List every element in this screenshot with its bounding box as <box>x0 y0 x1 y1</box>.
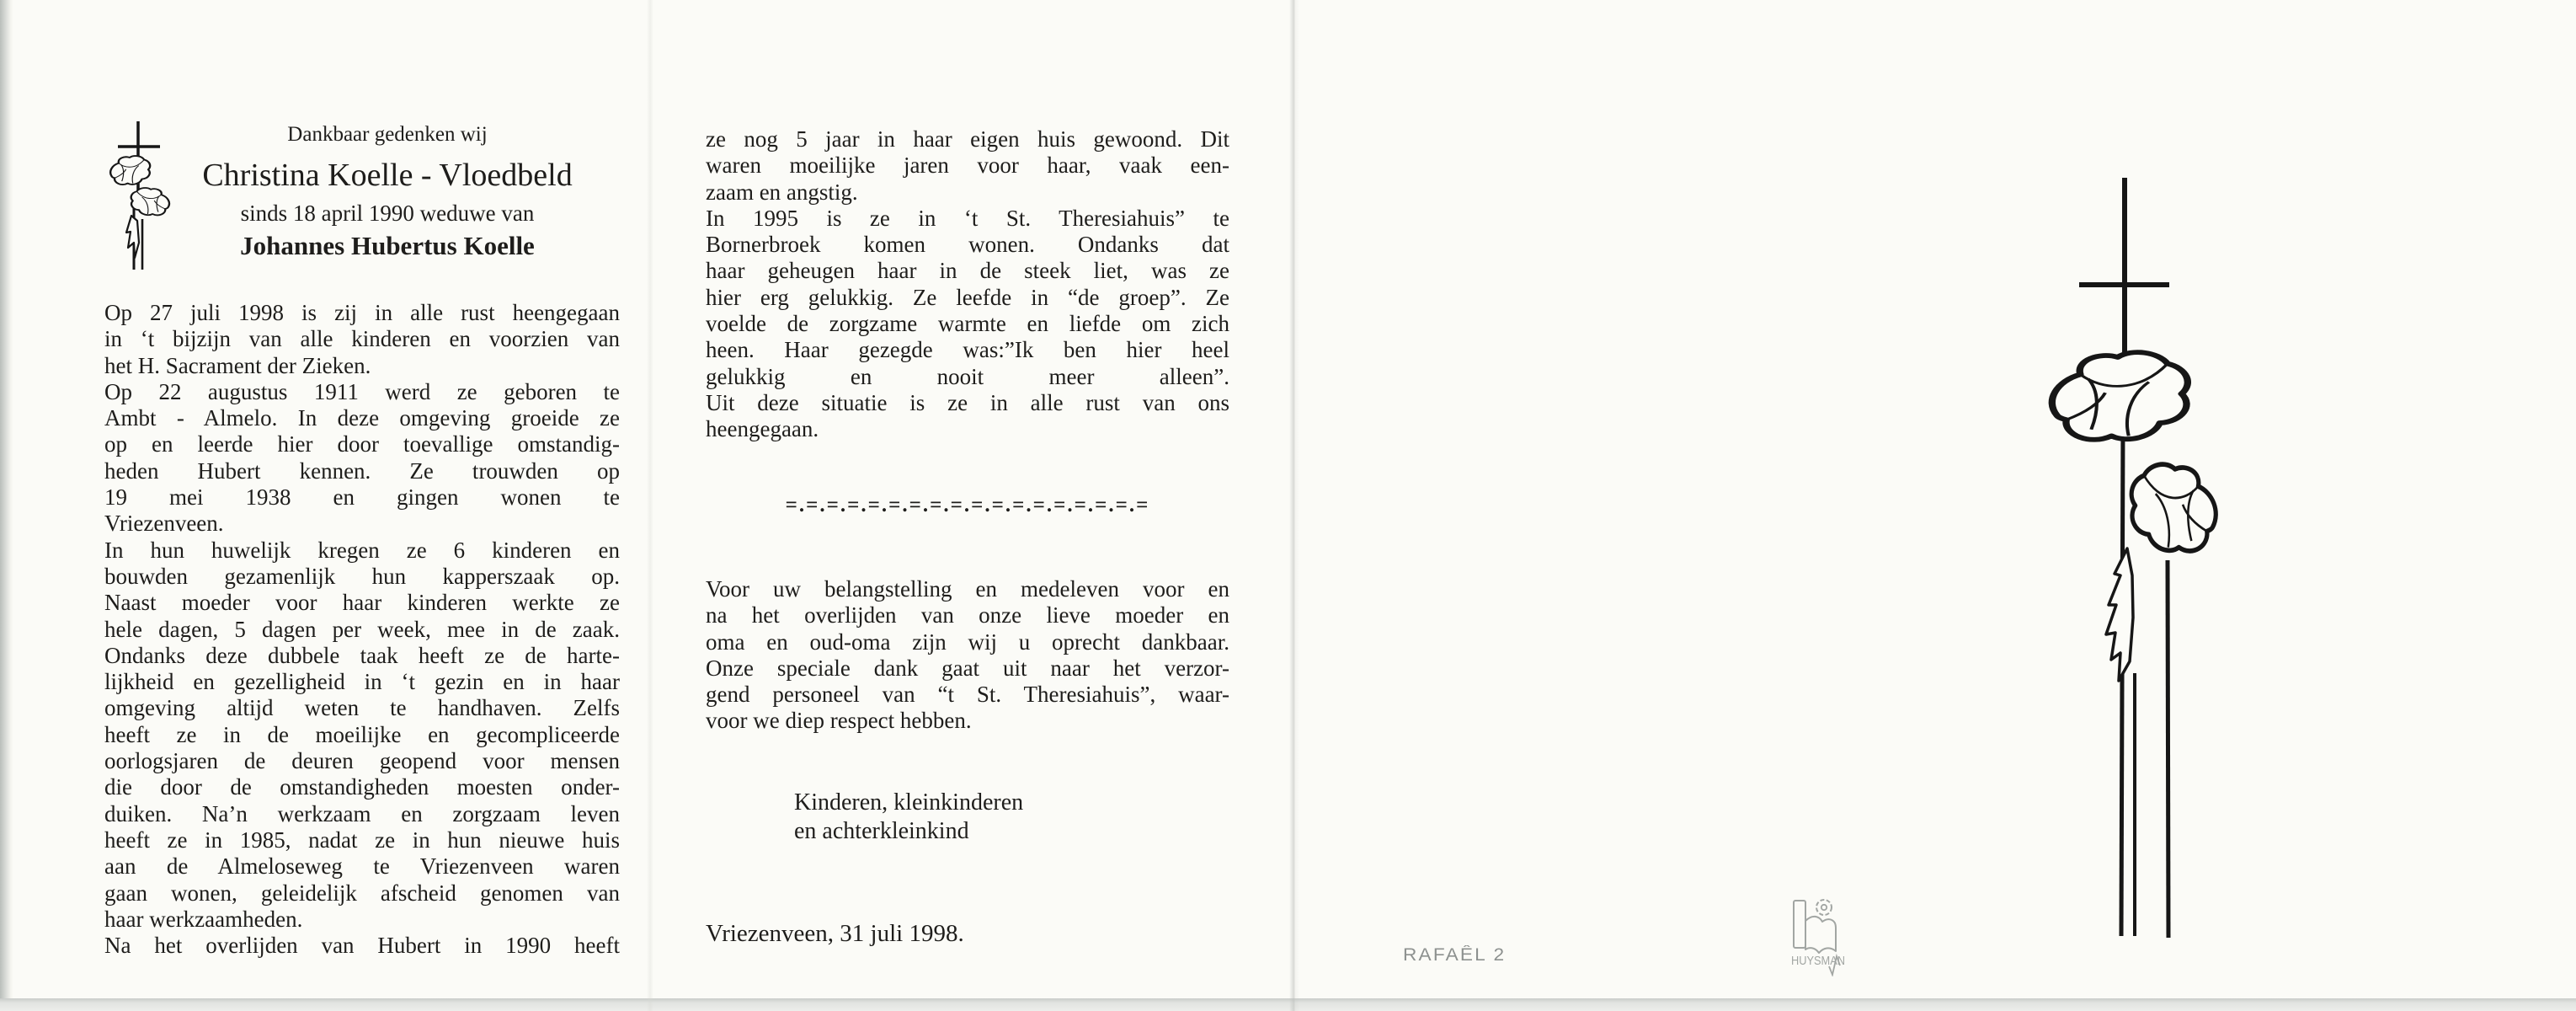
text-line: heeft ze in de moeilijke en gecompliceerde <box>104 721 620 747</box>
text-line: haar geheugen haar in de steek liet, was ze <box>706 258 1229 284</box>
text-line: Op 22 augustus 1911 werd ze geboren te <box>104 378 620 404</box>
text-line: in ‘t bijzijn van alle kinderen en voorzien van <box>104 326 620 352</box>
signature-block <box>794 789 1023 846</box>
text-line: Op 27 juli 1998 is zij in alle rust heengegaan <box>104 300 620 325</box>
text-line: Onze speciale dank gaat uit naar het verzor- <box>706 655 1229 681</box>
card-fold <box>1289 0 1299 1011</box>
text-line: gelukkig en nooit meer alleen”. <box>706 363 1229 389</box>
scan-edge-left <box>0 0 13 1011</box>
printer-logo-text: HUYSMAN <box>1791 954 1845 968</box>
text-line: hier erg gelukkig. Ze leefde in “de groep”. Ze <box>706 284 1229 310</box>
text-line: heen. Haar gezegde was:”Ik ben hier heel <box>706 337 1229 363</box>
text-line: Vriezenveen. <box>104 511 224 537</box>
text-line: waren moeilijke jaren voor haar, vaak een- <box>706 152 1229 179</box>
scan-edge-bottom <box>0 998 2576 1011</box>
text-line: Ondanks deze dubbele taak heeft ze de harte- <box>104 642 620 668</box>
text-line: Voor uw belangstelling en medeleven voor en <box>706 576 1229 602</box>
date-line: Vriezenveen, 31 juli 1998. <box>706 920 964 947</box>
text-line: oorlogsjaren de deuren geopend voor mensen <box>104 748 620 774</box>
text-line: ze nog 5 jaar in haar eigen huis gewoond. Dit <box>706 126 1229 152</box>
biography-column-right <box>706 126 1229 443</box>
text-line: In 1995 is ze in ‘t St. Theresiahuis” te <box>706 205 1229 231</box>
deceased-name: Christina Koelle - Vloedbeld <box>202 158 573 193</box>
signature-line: Kinderen, kleinkinderen <box>794 789 1024 816</box>
text-line: het H. Sacrament der Zieken. <box>104 352 371 378</box>
text-line: gaan wonen, geleidelijk afscheid genomen van <box>104 880 620 906</box>
text-line: omgeving altijd weten te handhaven. Zelfs <box>104 695 620 721</box>
printer-logo-huysman-icon <box>1790 896 1853 976</box>
section-divider: =.=.=.=.=.=.=.=.=.=.=.=.=.=.=.=.=.= <box>785 494 1150 516</box>
text-line: oma en oud-oma zijn wij u oprecht dankbaar. <box>706 629 1229 655</box>
text-line: heden Hubert kennen. Ze trouwden op <box>104 457 620 484</box>
text-line: die door de omstandigheden moesten onder- <box>104 774 620 800</box>
text-line: In hun huwelijk kregen ze 6 kinderen en <box>104 537 620 563</box>
text-line: Naast moeder voor haar kinderen werkte ze <box>104 590 620 616</box>
text-line: hele dagen, 5 dagen per week, mee in de zaak. <box>104 616 620 642</box>
text-line: na het overlijden van onze lieve moeder en <box>706 602 1229 629</box>
signature-line: en achterkleinkind <box>794 818 969 844</box>
biography-column-left <box>104 300 620 959</box>
text-line: duiken. Na’n werkzaam en zorgzaam leven <box>104 800 620 826</box>
text-line: Na het overlijden van Hubert in 1990 heeft <box>104 933 620 959</box>
text-line: Bornerbroek komen wonen. Ondanks dat <box>706 232 1229 258</box>
text-line: 19 mei 1938 en gingen wonen te <box>104 484 620 511</box>
thanks-paragraph <box>706 576 1229 735</box>
text-line: zaam en angstig. <box>706 179 858 205</box>
series-label: RAFAÊL 2 <box>1403 945 1507 965</box>
text-line: aan de Almeloseweg te Vriezenveen waren <box>104 853 620 880</box>
text-line: voor we diep respect hebben. <box>706 708 972 734</box>
cross-roses-illustration <box>2028 171 2280 942</box>
text-line: heengegaan. <box>706 416 819 442</box>
text-line: op en leerde hier door toevallige omstandig- <box>104 431 620 457</box>
text-line: Ambt - Almelo. In deze omgeving groeide ze <box>104 405 620 431</box>
text-line: Uit deze situatie is ze in alle rust van ons <box>706 389 1229 415</box>
text-line: bouwden gezamenlijk hun kapperszaak op. <box>104 563 620 589</box>
inner-page-crease <box>647 0 653 1011</box>
widow-line: sinds 18 april 1990 weduwe van <box>240 201 535 226</box>
memorial-header <box>177 123 598 261</box>
header-intro: Dankbaar gedenken wij <box>287 123 488 146</box>
text-line: lijkheid en gezelligheid in ‘t gezin en in haar <box>104 669 620 695</box>
text-line: haar werkzaamheden. <box>104 906 303 932</box>
text-line: voelde de zorgzame warmte en liefde om zich <box>706 311 1229 337</box>
text-line: gend personeel van “t St. Theresiahuis”, waar- <box>706 682 1229 708</box>
text-line: heeft ze in 1985, nadat ze in hun nieuwe huis <box>104 826 620 853</box>
husband-name: Johannes Hubertus Koelle <box>240 231 535 260</box>
